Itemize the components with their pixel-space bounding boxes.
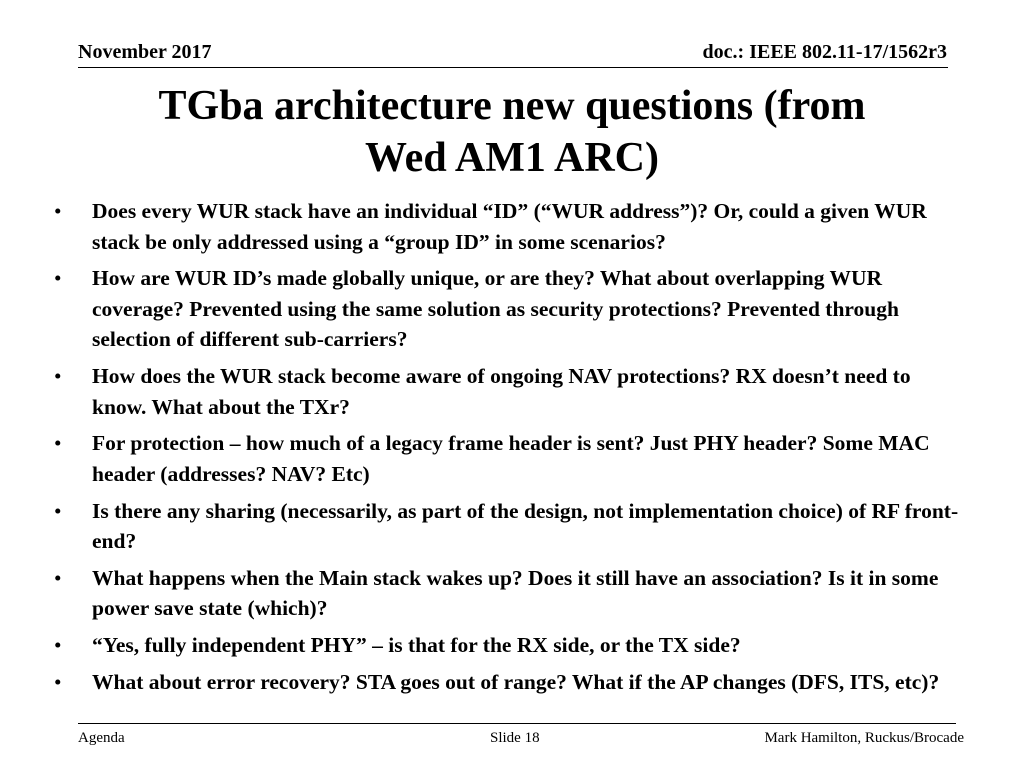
bullet-item xyxy=(54,630,970,661)
bullet-item xyxy=(54,667,970,698)
bullet-dot-icon: • xyxy=(54,431,62,456)
header-document-id: doc.: IEEE 802.11-17/1562r3 xyxy=(702,41,947,63)
bullet-item xyxy=(54,361,970,422)
bullet-text: What happens when the Main stack wakes up? Does it still have an association? Is it in some power save state (which)? xyxy=(92,565,939,621)
bullet-dot-icon: • xyxy=(54,266,62,291)
bullet-dot-icon: • xyxy=(54,498,62,523)
header-date: November 2017 xyxy=(78,41,212,63)
bullet-text: What about error recovery? STA goes out of range? What if the AP changes (DFS, ITS, etc)? xyxy=(92,670,940,695)
bullet-text: How does the WUR stack become aware of ongoing NAV protections? RX doesn’t need to know. What about the TXr? xyxy=(92,364,911,419)
bullet-item xyxy=(54,196,970,257)
bullet-text: How are WUR ID’s made globally unique, or are they? What about overlapping WUR coverage? Prevented using the same solution as security protections? Prevented through selection of different sub-carriers? xyxy=(92,266,899,352)
bullet-item xyxy=(54,496,970,557)
slide-title xyxy=(80,80,944,184)
bullet-dot-icon: • xyxy=(54,565,62,590)
bullet-text: “Yes, fully independent PHY” – is that for the RX side, or the TX side? xyxy=(92,633,741,658)
bullet-list xyxy=(54,196,970,704)
bullet-dot-icon: • xyxy=(54,633,62,658)
bullet-item xyxy=(54,563,970,624)
header-divider xyxy=(78,67,948,68)
bullet-item xyxy=(54,428,970,489)
bullet-dot-icon: • xyxy=(54,670,62,695)
footer-author: Mark Hamilton, Ruckus/Brocade xyxy=(764,730,964,746)
bullet-dot-icon: • xyxy=(54,364,62,389)
footer-divider xyxy=(78,723,956,724)
bullet-dot-icon: • xyxy=(54,199,62,223)
bullet-item xyxy=(54,263,970,355)
bullet-text: Does every WUR stack have an individual “ID” (“WUR address”)? Or, could a given WUR stack be only addressed using a “group ID” in some scenarios? xyxy=(92,199,927,254)
bullet-text: For protection – how much of a legacy frame header is sent? Just PHY header? Some MAC header (addresses? NAV? Etc) xyxy=(92,431,930,486)
slide-title-line-2: Wed AM1 ARC) xyxy=(365,135,659,181)
footer-section-label: Agenda xyxy=(78,730,125,746)
slide-title-line-1: TGba architecture new questions (from xyxy=(158,83,866,129)
bullet-text: Is there any sharing (necessarily, as part of the design, not implementation choice) of RF front-end? xyxy=(92,498,959,554)
footer-slide-number: Slide 18 xyxy=(490,730,540,746)
